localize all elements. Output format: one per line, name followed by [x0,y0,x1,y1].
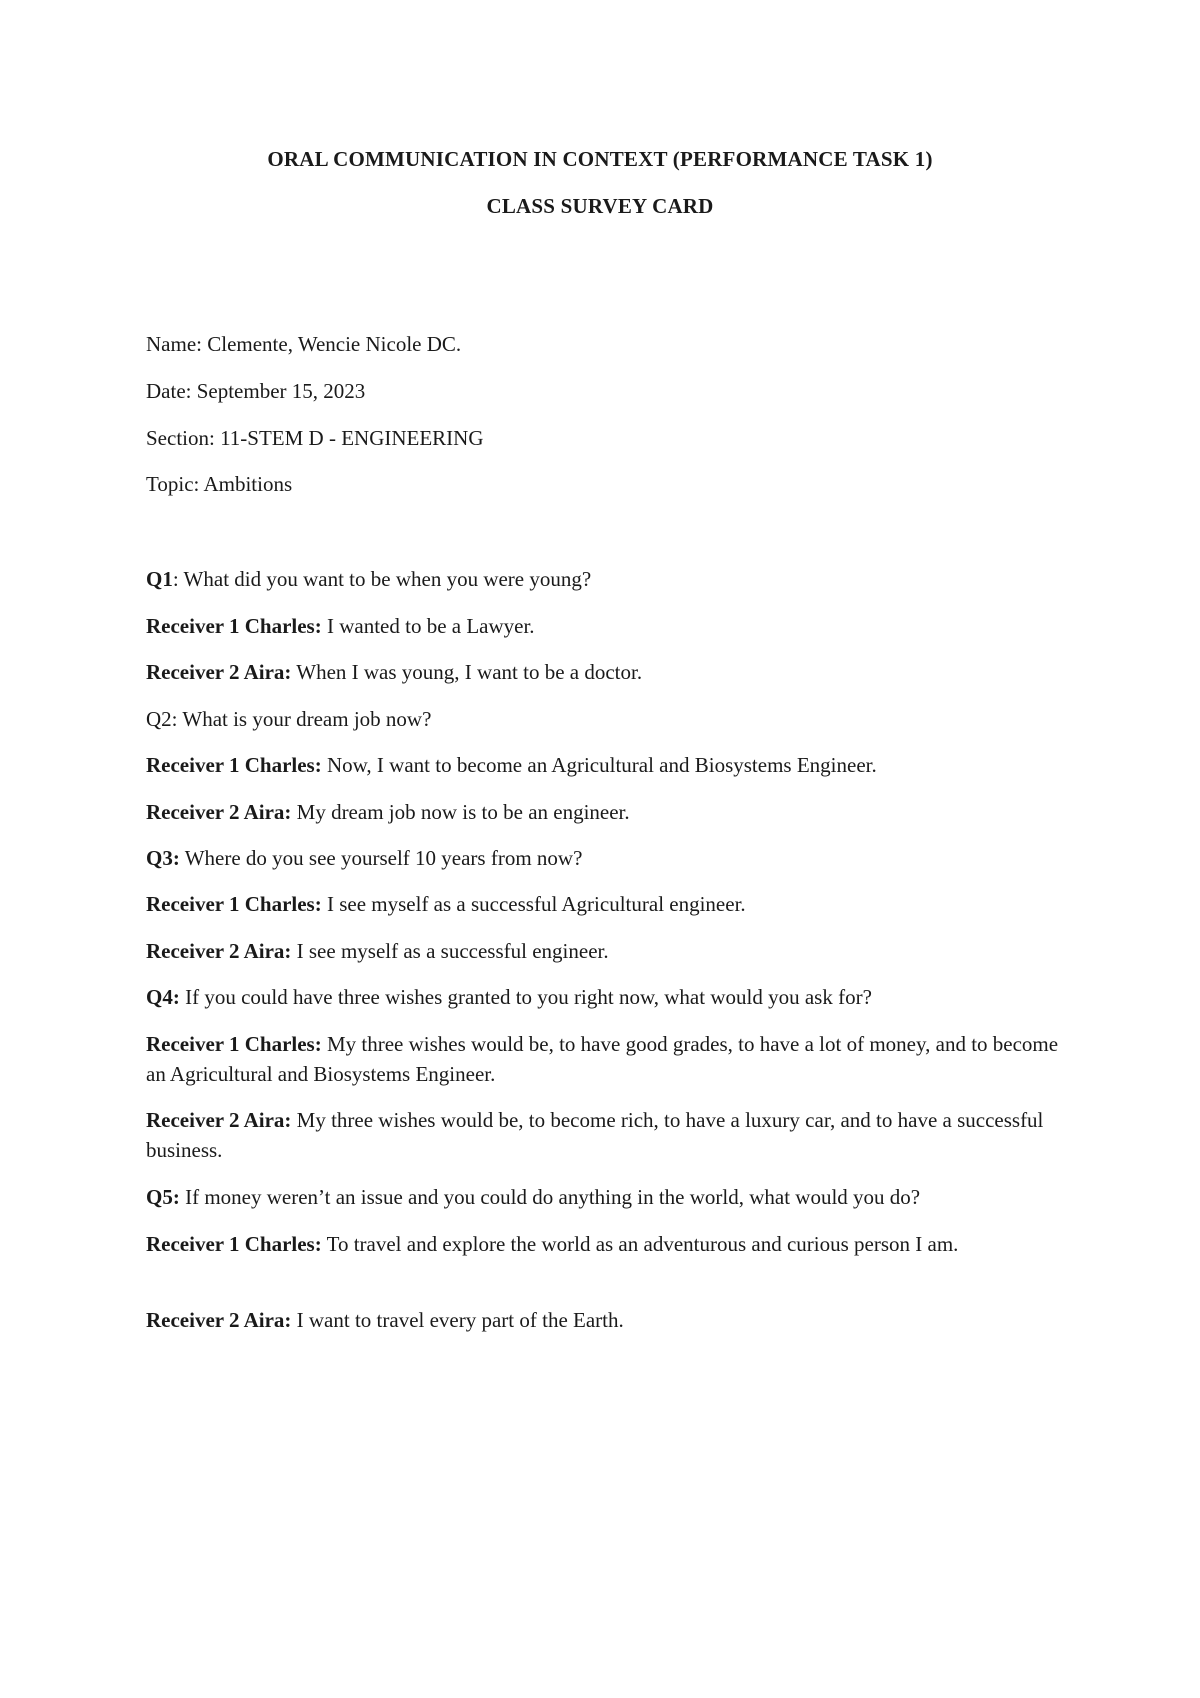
q5-text: If money weren’t an issue and you could do anything in the world, what would you do? [179,1185,921,1209]
q4-receiver2-label: Receiver 2 Aira: [146,1108,292,1132]
q5-receiver2-line [146,1305,1066,1335]
q2-line [146,704,1066,734]
document-title: ORAL COMMUNICATION IN CONTEXT (PERFORMANCE TASK 1) [267,147,933,171]
q5-label: Q5: [146,1185,180,1209]
q2-text: Q2: What is your dream job now? [146,707,432,731]
document-subtitle: CLASS SURVEY CARD [486,194,714,218]
q4-line [146,982,1066,1012]
q2-receiver1-answer: Now, I want to become an Agricultural and Biosystems Engineer. [321,753,877,777]
section-line: Section: 11-STEM D - ENGINEERING [146,426,484,450]
q2-receiver1-label: Receiver 1 Charles: [146,753,322,777]
name-line: Name: Clemente, Wencie Nicole DC. [146,332,462,356]
q4-text: If you could have three wishes granted to you right now, what would you ask for? [179,985,872,1009]
q1-text: : What did you want to be when you were young? [172,567,592,591]
q3-label: Q3: [146,846,180,870]
q5-receiver2-label: Receiver 2 Aira: [146,1308,292,1332]
q2-receiver2-line [146,797,1066,827]
q1-receiver1-answer: I wanted to be a Lawyer. [321,614,535,638]
q3-text: Where do you see yourself 10 years from now? [179,846,583,870]
q5-receiver1-line [146,1229,1066,1259]
q1-receiver2-label: Receiver 2 Aira: [146,660,292,684]
q2-receiver1-line [146,750,1066,780]
q3-receiver1-line [146,889,1066,919]
q1-line [146,564,1066,594]
q3-line [146,843,1066,873]
q3-receiver1-label: Receiver 1 Charles: [146,892,322,916]
q1-receiver1-label: Receiver 1 Charles: [146,614,322,638]
q3-receiver2-label: Receiver 2 Aira: [146,939,292,963]
q5-receiver1-answer: To travel and explore the world as an adventurous and curious person I am. [321,1232,959,1256]
q1-receiver1-line [146,611,1066,641]
q1-receiver2-answer: When I was young, I want to be a doctor. [291,660,643,684]
q4-receiver1-answer: My three wishes would be, to have good grades, to have a lot of money, and to become an Agricultural and Biosystems Engineer. [146,1032,1059,1086]
q4-receiver2-answer: My three wishes would be, to become rich, to have a luxury car, and to have a successful business. [146,1108,1044,1162]
date-line: Date: September 15, 2023 [146,379,366,403]
q5-receiver1-label: Receiver 1 Charles: [146,1232,322,1256]
topic-line: Topic: Ambitions [146,472,293,496]
q1-label: Q1 [146,567,173,591]
q5-receiver2-answer: I want to travel every part of the Earth. [291,1308,624,1332]
q3-receiver1-answer: I see myself as a successful Agricultural engineer. [321,892,746,916]
q3-receiver2-line [146,936,1066,966]
q4-receiver2-line [146,1105,1066,1165]
q3-receiver2-answer: I see myself as a successful engineer. [291,939,609,963]
q4-label: Q4: [146,985,180,1009]
q5-line [146,1182,1066,1212]
q1-receiver2-line [146,657,1066,687]
q4-receiver1-label: Receiver 1 Charles: [146,1032,322,1056]
q4-receiver1-line [146,1029,1066,1089]
q2-receiver2-answer: My dream job now is to be an engineer. [291,800,630,824]
q2-receiver2-label: Receiver 2 Aira: [146,800,292,824]
